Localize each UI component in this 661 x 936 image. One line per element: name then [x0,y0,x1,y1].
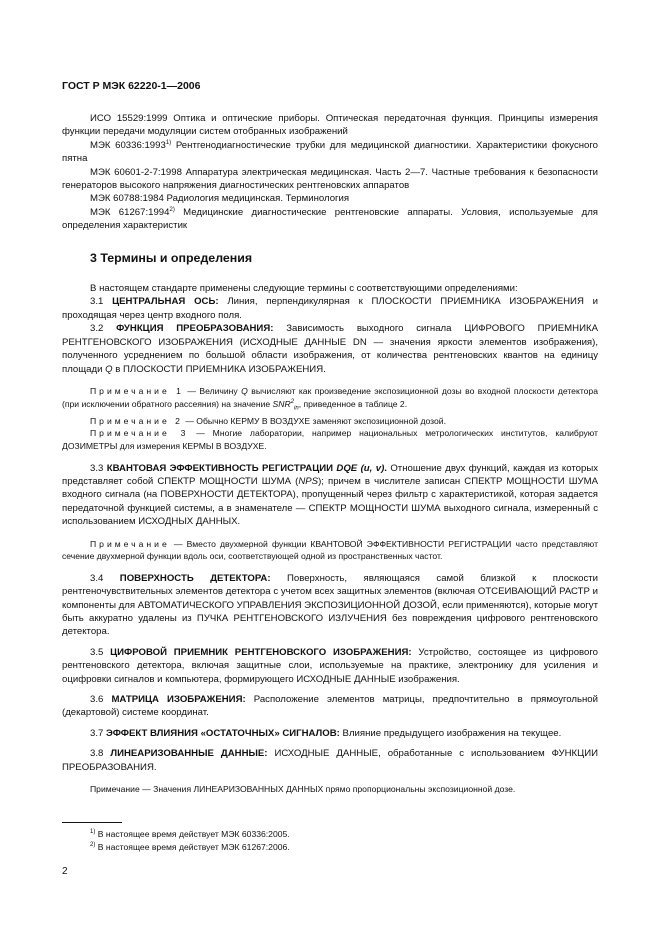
term-title: ЛИНЕАРИЗОВАННЫЕ ДАННЫЕ: [110,748,268,760]
term-3-3: 3.3 КВАНТОВАЯ ЭФФЕКТИВНОСТЬ РЕГИСТРАЦИИ DQE (u, v). Отношение двух функций, каждая из которых представляет собой СПЕКТР МОЩНОСТИ ШУМА (NPS); причем в числителе записан СПЕКТР МОЩНОСТИ ШУМА входного сигнала (на ПОВЕРХНОСТИ ДЕТЕКТОРА), пропущенный через фильтр с характеристикой, которая задается передаточной функцией системы, а в знаменателе — СПЕКТР МОЩНОСТИ ШУМА выходного сигнала, измеренный с использованием ИСХОДНЫХ ДАННЫХ. [62,462,599,528]
footnote-divider [62,822,122,823]
term-definition: Влияние предыдущего изображения на текущее. [342,727,562,739]
term-3-4: 3.4 ПОВЕРХНОСТЬ ДЕТЕКТОРА: Поверхность, являющаяся самой близкой к плоскости рентгеночувствительных элементов детектора с учетом всех защитных элементов (включая ОТСЕИВАЮЩИЙ РАСТР и компоненты для АВТОМАТИЧЕСКОГО УПРАВЛЕНИЯ ЭКСПОЗИЦИОННОЙ ДОЗОЙ, если применяются), которые могут быть аккуратно удалены из ПУЧКА РЕНТГЕНОВСКОГО ИЗЛУЧЕНИЯ без повреждения цифрового рентгеновского детектора. [62,572,599,638]
term-definition: Поверхность, являющаяся самой близкой к плоскости рентгеночувствительных элементов детектора с учетом всех защитных элементов (включая ОТСЕИВАЮЩИЙ РАСТР и компоненты для АВТОМАТИЧЕСКОГО УПРАВЛЕНИЯ ЭКСПОЗИЦИОННОЙ ДОЗОЙ, если применяются), которые могут быть аккуратно удалены из ПУЧКА РЕНТГЕНОВСКОГО ИЗЛУЧЕНИЯ без повреждения цифрового рентгеновского детектора. [62,572,599,638]
note-1: Примечание 1 — Величину Q вычисляют как произведение экспозиционной дозы во входной плоскости детектора (при исключении обратного рассеяния) на значение $SNR^2_{in}$, приведенное в таблице 2. [62,385,598,412]
footnote-marker: 1) [165,139,172,146]
page-number: 2 [62,866,68,877]
term-definition: Зависимость выходного сигнала ЦИФРОВОГО ПРИЕМНИКА РЕНТГЕНОВСКОГО ИЗОБРАЖЕНИЯ (ИСХОДНЫЕ ДАННЫЕ DN — значения яркости элементов изображения), полученного усреднением по большой области изображения, от количества рентгеновских квантов на единицу площади [62,323,598,375]
note-3-3: Примечание — Вместо двухмерной функции КВАНТОВОЙ ЭФФЕКТИВНОСТИ РЕГИСТРАЦИИ часто представляют сечение двухмерной функции вдоль оси, соответствующей одной из пространственных частот. [62,538,598,562]
term-title: КВАНТОВАЯ ЭФФЕКТИВНОСТЬ РЕГИСТРАЦИИ [106,462,333,474]
term-3-1: 3.1 ЦЕНТРАЛЬНАЯ ОСЬ: Линия, перпендикулярная к ПЛОСКОСТИ ПРИЕМНИКА ИЗОБРАЖЕНИЯ и проходящая через центр входного поля. [62,296,598,321]
note-label: Примечание [90,784,140,795]
note-label: Примечание 3 [90,428,189,439]
term-3-2: 3.2 ФУНКЦИЯ ПРЕОБРАЗОВАНИЯ: Зависимость выходного сигнала ЦИФРОВОГО ПРИЕМНИКА РЕНТГЕНОВСКОГО ИЗОБРАЖЕНИЯ (ИСХОДНЫЕ ДАННЫЕ DN — значения яркости элементов изображения), полученного усреднением по большой области изображения, от количества рентгеновских квантов на единицу площади Q в ПЛОСКОСТИ ПРИЕМНИКА ИЗОБРАЖЕНИЯ. [62,323,598,375]
section-heading: 3 Термины и определения [90,250,253,265]
footnote-marker: 2) [169,206,175,213]
document-header: ГОСТ Р МЭК 62220-1—2006 [62,80,201,92]
reference-code: МЭК 60336:1993 [90,139,166,151]
term-definition: ИСХОДНЫЕ ДАННЫЕ, обработанные с использованием ФУНКЦИИ ПРЕОБРАЗОВАНИЯ. [62,748,599,773]
reference-item: МЭК 60601-2-7:1998 Аппаратура электрическая медицинская. Часть 2—7. Частные требования к безопасности генераторов высокого напряжения диагностических рентгеновских аппаратов [62,166,598,192]
document-body [62,112,598,796]
intro-paragraph: В настоящем стандарте применены следующие термины с соответствующими определениями: [90,283,518,295]
term-definition: Устройство, состоящее из цифрового рентгеновского детектора, включая защитные слои, используемые на практике, электронику для усиления и оцифровки сигналов и компьютера, формирующего ИСХОДНЫЕ ДАННЫЕ изображения. [62,646,598,685]
term-definition: Расположение элементов матрицы, предпочтительно в прямоугольной (декартовой) системе координат. [62,694,598,719]
term-3-6: 3.6 МАТРИЦА ИЗОБРАЖЕНИЯ: Расположение элементов матрицы, предпочтительно в прямоугольной (декартовой) системе координат. [62,694,598,719]
footnote-2: $^{2)}$ В настоящее время действует МЭК 61267:2006. [90,842,290,852]
term-definition: Линия, перпендикулярная к ПЛОСКОСТИ ПРИЕМНИКА ИЗОБРАЖЕНИЯ и проходящая через центр входного поля. [62,296,598,321]
reference-item: ИСО 15529:1999 Оптика и оптические приборы. Оптическая передаточная функция. Принципы измерения функции передачи модуляции систем отобранных изображений [62,113,598,138]
note-label: Примечание [90,538,170,549]
term-3-8: 3.8 ЛИНЕАРИЗОВАННЫЕ ДАННЫЕ: ИСХОДНЫЕ ДАННЫЕ, обработанные с использованием ФУНКЦИИ ПРЕОБРАЗОВАНИЯ. [62,748,599,773]
note-label: Примечание 2 [90,415,183,426]
term-definition: Отношение двух функций, каждая из которых представляет собой СПЕКТР МОЩНОСТИ ШУМА ( [62,462,599,487]
term-title: ЭФФЕКТ ВЛИЯНИЯ «ОСТАТОЧНЫХ» СИГНАЛОВ: [106,727,340,739]
term-title: МАТРИЦА ИЗОБРАЖЕНИЯ: [111,694,246,706]
term-3-5: 3.5 ЦИФРОВОЙ ПРИЕМНИК РЕНТГЕНОВСКОГО ИЗОБРАЖЕНИЯ: Устройство, состоящее из цифрового рентгеновского детектора, включая защитные слои, используемые на практике, электронику для усиления и оцифровки сигналов и компьютера, формирующего ИСХОДНЫЕ ДАННЫЕ изображения. [62,646,598,685]
note-2: Примечание 2 — Обычно КЕРМУ В ВОЗДУХЕ заменяют экспозиционной дозой. [90,415,446,426]
reference-text: Медицинские диагностические рентгеновские аппараты. Условия, используемые для определения характеристик [62,206,599,232]
reference-item [62,139,598,166]
reference-item [62,206,598,233]
term-3-7: 3.7 ЭФФЕКТ ВЛИЯНИЯ «ОСТАТОЧНЫХ» СИГНАЛОВ: Влияние предыдущего изображения на текущее. [90,727,562,739]
term-title: ЦИФРОВОЙ ПРИЕМНИК РЕНТГЕНОВСКОГО ИЗОБРАЖЕНИЯ: [110,646,412,658]
reference-item: МЭК 60788:1984 Радиология медицинская. Терминология [90,193,350,205]
term-title: ПОВЕРХНОСТЬ ДЕТЕКТОРА: [119,572,271,584]
note-3: Примечание 3 — Многие лаборатории, например национальных метрологических институтов, калибруют ДОЗИМЕТРЫ для измерения КЕРМЫ В ВОЗДУХЕ. [62,428,598,451]
snr-symbol: $SNR^2_{in}$ [272,398,299,412]
note-label: Примечание 1 [90,385,184,396]
note-3-8: Примечание — Значения ЛИНЕАРИЗОВАННЫХ ДАННЫХ прямо пропорциональны экспозиционной дозе. [90,784,516,795]
footnote-1: $^{1)}$ В настоящее время действует МЭК 60336:2005. [90,829,290,839]
term-title: ЦЕНТРАЛЬНАЯ ОСЬ: [112,296,219,308]
term-title: ФУНКЦИЯ ПРЕОБРАЗОВАНИЯ: [116,323,274,335]
reference-text: Рентгенодиагностические трубки для медицинской диагностики. Характеристики фокусного пятна [62,139,599,165]
reference-code: МЭК 61267:1994 [90,206,170,218]
